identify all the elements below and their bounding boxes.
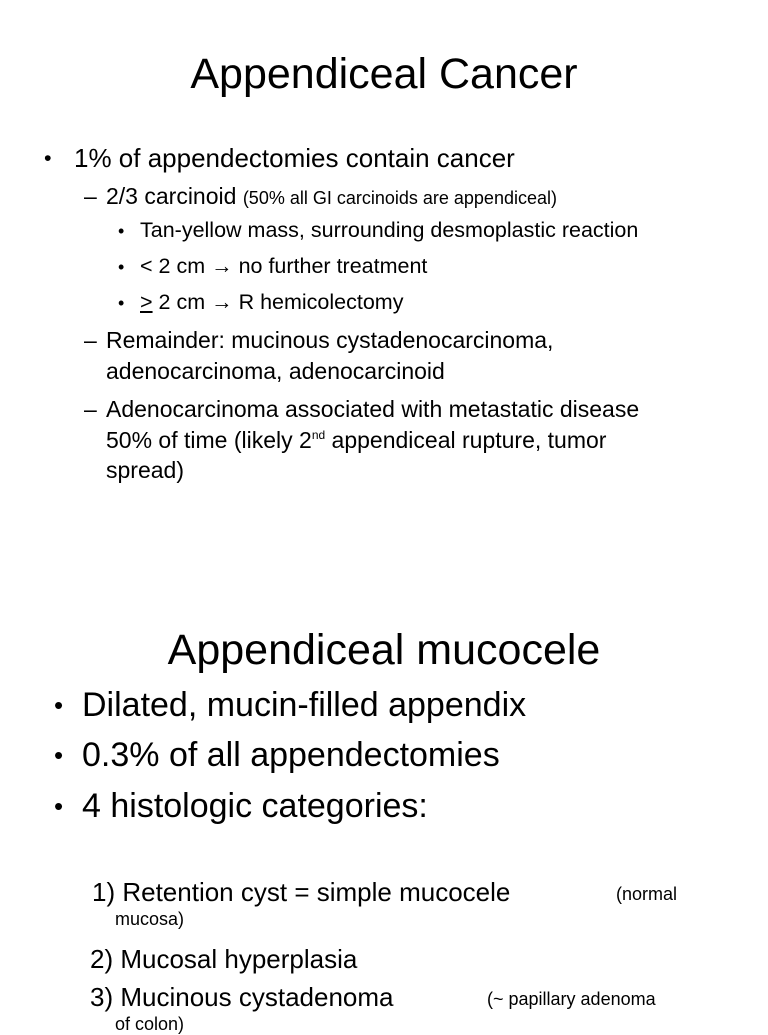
bullet-level2-remainder: Remainder: mucinous cystadenocarcinoma, bbox=[106, 327, 554, 353]
bullet-level2-adenocarcinoma-cont2: spread) bbox=[106, 457, 184, 483]
mucocele-bullet-3: 4 histologic categories: bbox=[82, 787, 428, 825]
bullet-icon: • bbox=[118, 293, 125, 313]
dash-icon: – bbox=[84, 327, 97, 353]
arrow-right-icon: → bbox=[211, 254, 233, 278]
bullet-icon: • bbox=[44, 146, 52, 170]
superscript: nd bbox=[311, 428, 326, 442]
mucocele-bullet-1: Dilated, mucin-filled appendix bbox=[82, 686, 527, 724]
bullet-level3-over2cm bbox=[140, 290, 403, 315]
slide-title: Appendiceal Cancer bbox=[190, 50, 578, 98]
category-1-note: (normal bbox=[616, 884, 678, 904]
carcinoid-note: (50% all GI carcinoids are appendiceal) bbox=[242, 188, 557, 208]
treatment-text: R hemicolectomy bbox=[232, 290, 404, 314]
bullet-level2-carcinoid bbox=[106, 183, 557, 210]
carcinoid-text: 2/3 carcinoid bbox=[106, 183, 243, 209]
bullet-level2-adenocarcinoma-cont bbox=[106, 427, 606, 454]
slide-title: Appendiceal mucocele bbox=[167, 626, 601, 674]
category-3-note: (~ papillary adenoma bbox=[487, 989, 656, 1009]
category-2: 2) Mucosal hyperplasia bbox=[90, 944, 358, 974]
treatment-text: no further treatment bbox=[232, 254, 428, 278]
bullet-icon: • bbox=[118, 257, 125, 277]
bullet-icon: • bbox=[54, 740, 64, 770]
bullet-icon: • bbox=[118, 221, 125, 241]
size-text: 2 cm bbox=[152, 290, 212, 314]
slide-appendiceal-mucocele bbox=[0, 512, 768, 1034]
arrow-right-icon: → bbox=[211, 290, 233, 314]
bullet-icon: • bbox=[54, 690, 64, 720]
adeno-text: 50% of time (likely 2 bbox=[106, 427, 312, 453]
ge-symbol: > bbox=[140, 290, 153, 314]
dash-icon: – bbox=[84, 183, 97, 209]
bullet-level2-adenocarcinoma: Adenocarcinoma associated with metastatic disease bbox=[106, 396, 640, 422]
dash-icon: – bbox=[84, 396, 97, 422]
category-3: 3) Mucinous cystadenoma bbox=[90, 982, 394, 1012]
adeno-text: appendiceal rupture, tumor bbox=[325, 427, 607, 453]
category-1: 1) Retention cyst = simple mucocele bbox=[92, 877, 511, 907]
slide-appendiceal-cancer bbox=[0, 0, 768, 512]
mucocele-bullet-2: 0.3% of all appendectomies bbox=[82, 736, 500, 774]
size-text: < 2 cm bbox=[140, 254, 212, 278]
bullet-level3-mass: Tan-yellow mass, surrounding desmoplastic reaction bbox=[140, 218, 639, 242]
category-1-note-cont: mucosa) bbox=[115, 909, 185, 929]
bullet-level2-remainder-cont: adenocarcinoma, adenocarcinoid bbox=[106, 358, 445, 384]
category-3-note-cont: of colon) bbox=[115, 1014, 185, 1034]
bullet-level1: 1% of appendectomies contain cancer bbox=[74, 143, 515, 173]
bullet-level3-under2cm bbox=[140, 254, 427, 279]
bullet-icon: • bbox=[54, 791, 64, 821]
